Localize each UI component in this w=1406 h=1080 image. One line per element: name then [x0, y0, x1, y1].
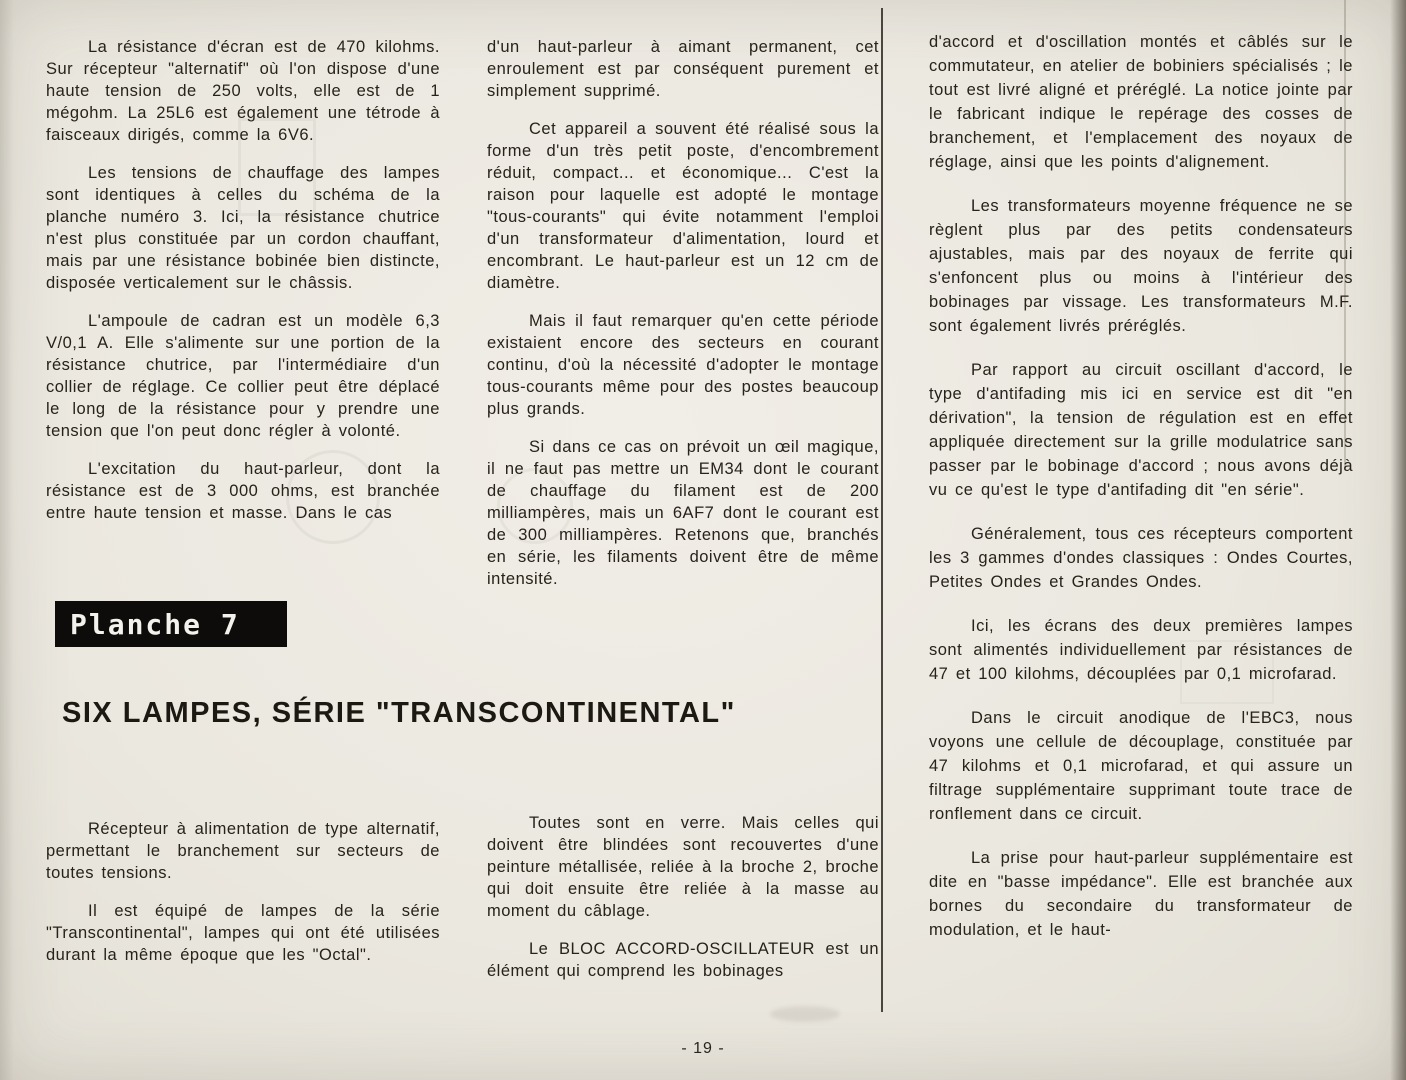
ink-smudge	[770, 1006, 840, 1022]
page-number: - 19 -	[681, 1040, 725, 1057]
paragraph: Par rapport au circuit oscillant d'accord, le type d'antifading mis ici en service est dit "en dérivation", la tension de régulation est en effet appliquée directement sur la grille modulatrice sans passer par le bobinage d'accord ; nous avons déjà vu ce qu'est le type d'antifading dit "en série".	[929, 361, 1353, 499]
column-middle-bottom	[487, 812, 879, 998]
page-edge-shadow-right	[1390, 0, 1406, 1080]
column-middle-top	[487, 36, 879, 606]
paragraph: Si dans ce cas on prévoit un œil magique, il ne faut pas mettre un EM34 dont le courant de chauffage du filament est de 200 milliampères, mais un 6AF7 dont le courant est de 300 milliampères. Retenons que, branchés en série, les filaments doivent être de même intensité.	[487, 438, 879, 588]
paragraph: La prise pour haut-parleur supplémentaire est dite en "basse impédance". Elle est branchée aux bornes du secondaire du transformateur de modulation, et le haut-	[929, 849, 1353, 939]
paragraph: Récepteur à alimentation de type alternatif, permettant le branchement sur secteurs de toutes tensions.	[46, 820, 440, 882]
paragraph: Le BLOC ACCORD-OSCILLATEUR est un élément qui comprend les bobinages	[487, 940, 879, 980]
paragraph: d'accord et d'oscillation montés et câblés sur le commutateur, en atelier de bobiniers spécialisés ; le tout est livré aligné et préréglé. La notice jointe par le fabricant indique le repérage des cosses de branchement, et l'emplacement des noyaux de réglage, ainsi que les points d'alignement.	[929, 33, 1353, 171]
planche-7-banner	[55, 601, 287, 647]
paragraph: d'un haut-parleur à aimant permanent, cet enroulement est par conséquent purement et simplement supprimé.	[487, 38, 879, 100]
column-left-bottom	[46, 818, 440, 982]
paragraph: L'excitation du haut-parleur, dont la résistance est de 3 000 ohms, est branchée entre haute tension et masse. Dans le cas	[46, 460, 440, 522]
paragraph: Dans le circuit anodique de l'EBC3, nous voyons une cellule de découplage, constituée par 47 kilohms et 0,1 microfarad, et qui assure un filtrage supplémentaire supprimant toute trace de ronflement dans ce circuit.	[929, 709, 1353, 823]
column-right	[929, 30, 1353, 962]
paragraph: Les transformateurs moyenne fréquence ne se règlent plus par des petits condensateurs ajustables, mais par des noyaux de ferrite qui s'enfoncent plus ou moins à l'intérieur des bobinages par vissage. Les transformateurs M.F. sont également livrés préréglés.	[929, 197, 1353, 335]
paragraph: Mais il faut remarquer qu'en cette période existaient encore des secteurs en courant continu, d'où la nécessité d'adopter le montage tous-courants même pour des postes beaucoup plus grands.	[487, 312, 879, 418]
paragraph: Cet appareil a souvent été réalisé sous la forme d'un très petit poste, d'encombrement réduit, compact... et économique... C'est la raison pour laquelle est adopté le montage "tous-courants" qui évite notamment l'emploi d'un transformateur d'alimentation, lourd et encombrant. Le haut-parleur est un 12 cm de diamètre.	[487, 120, 879, 292]
paragraph: Il est équipé de lampes de la série "Transcontinental", lampes qui ont été utilisées durant la même époque que les "Octal".	[46, 902, 440, 964]
paragraph: Toutes sont en verre. Mais celles qui doivent être blindées sont recouvertes d'une peinture métallisée, reliée à la broche 2, broche qui doit ensuite être reliée à la masse au moment du câblage.	[487, 814, 879, 920]
paragraph: Les tensions de chauffage des lampes sont identiques à celles du schéma de la planche numéro 3. Ici, la résistance chutrice n'est plus constituée par un cordon chauffant, mais par une résistance bobinée bien distincte, disposée verticalement sur le châssis.	[46, 164, 440, 292]
paragraph: Généralement, tous ces récepteurs comportent les 3 gammes d'ondes classiques : Ondes Courtes, Petites Ondes et Grandes Ondes.	[929, 525, 1353, 591]
column-left-top	[46, 36, 440, 540]
paragraph: L'ampoule de cadran est un modèle 6,3 V/0,1 A. Elle s'alimente sur une portion de la résistance chutrice, par l'intermédiaire d'un collier de réglage. Ce collier peut être déplacé le long de la résistance pour y prendre une tension que l'on peut donc régler à volonté.	[46, 312, 440, 440]
paragraph: Ici, les écrans des deux premières lampes sont alimentés individuellement par résistances de 47 et 100 kilohms, découplées par 0,1 microfarad.	[929, 617, 1353, 683]
paragraph: La résistance d'écran est de 470 kilohms. Sur récepteur "alternatif" où l'on dispose d'une haute tension de 250 volts, elle est de 1 mégohm. La 25L6 est également une tétrode à faisceaux dirigés, comme la 6V6.	[46, 38, 440, 144]
page-edge-shadow-left	[0, 0, 14, 1080]
banner-label: Planche 7	[70, 607, 240, 641]
section-heading: SIX LAMPES, SÉRIE "TRANSCONTINENTAL"	[62, 697, 736, 729]
column-divider-rule	[881, 8, 883, 1012]
